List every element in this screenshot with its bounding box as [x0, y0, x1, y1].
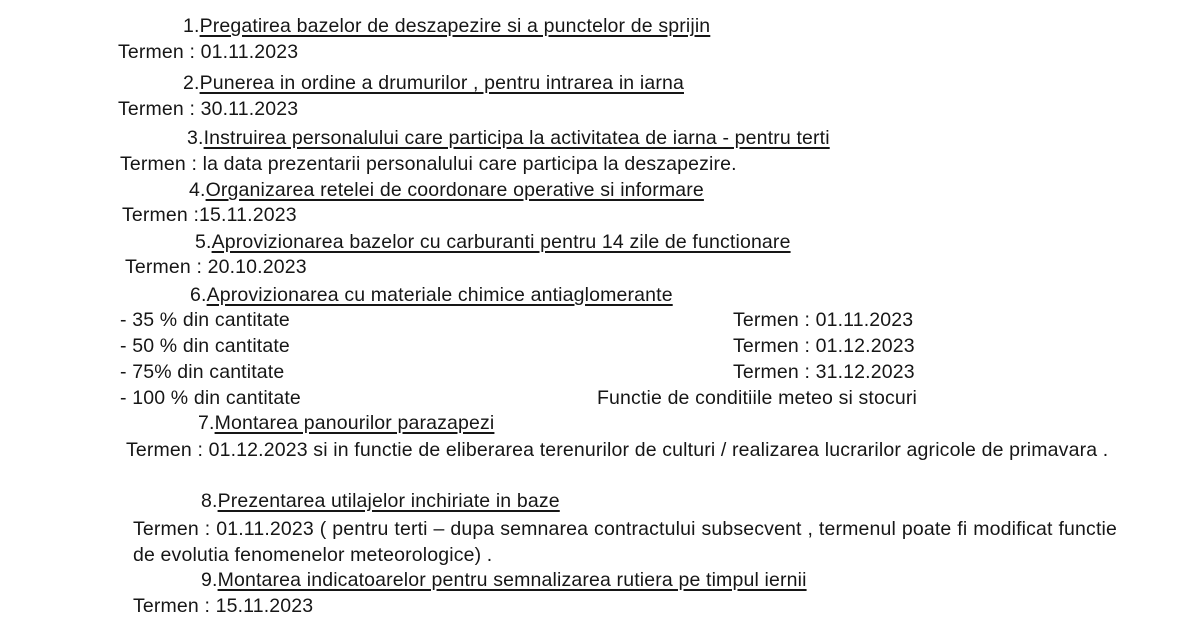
section-title: Organizarea retelei de coordonare operative si informare [205, 179, 704, 201]
section-title: Punerea in ordine a drumurilor , pentru intrarea in iarna [199, 72, 684, 94]
section-title: Prezentarea utilajelor inchiriate in baze [217, 490, 560, 512]
section-number: 7. [198, 412, 215, 434]
section-number: 9. [201, 569, 218, 591]
section-8-deadline: Termen : 01.11.2023 ( pentru terti – dupa semnarea contractului subsecvent , termenul poate fi modificat functie de evolutia fenomenelor meteorologice) . [133, 518, 1117, 566]
section-7-heading [198, 412, 494, 434]
section-title: Instruirea personalului care participa la activitatea de iarna - pentru terti [203, 127, 830, 149]
section-number: 8. [201, 490, 218, 512]
section-title: Montarea indicatoarelor pentru semnalizarea rutiera pe timpul iernii [217, 569, 807, 591]
section-3-deadline: Termen : la data prezentarii personalului care participa la deszapezire. [120, 153, 737, 175]
section-9-heading [201, 569, 807, 591]
section-title: Montarea panourilor parazapezi [214, 412, 495, 434]
section-number: 1. [183, 15, 200, 37]
section-number: 2. [183, 72, 200, 94]
chemical-quantity: - 75% din cantitate [120, 361, 285, 383]
section-3-heading [187, 127, 830, 149]
chemical-quantity: - 100 % din cantitate [120, 387, 301, 409]
section-2-deadline: Termen : 30.11.2023 [118, 98, 299, 120]
section-title: Aprovizionarea bazelor cu carburanti pentru 14 zile de functionare [211, 231, 791, 253]
section-1-deadline: Termen : 01.11.2023 [118, 41, 299, 63]
section-title: Aprovizionarea cu materiale chimice antiaglomerante [206, 284, 673, 306]
section-number: 4. [189, 179, 206, 201]
chemical-deadline: Termen : 01.11.2023 [733, 309, 914, 331]
section-number: 6. [190, 284, 207, 306]
chemical-quantity: - 35 % din cantitate [120, 309, 290, 331]
section-1-heading [183, 15, 710, 37]
section-number: 3. [187, 127, 204, 149]
section-2-heading [183, 72, 684, 94]
section-number: 5. [195, 231, 212, 253]
chemical-deadline: Termen : 01.12.2023 [733, 335, 915, 357]
section-6-heading [190, 284, 673, 306]
section-9-deadline: Termen : 15.11.2023 [133, 595, 314, 617]
section-4-heading [189, 179, 704, 201]
chemical-deadline: Termen : 31.12.2023 [733, 361, 915, 383]
section-7-deadline: Termen : 01.12.2023 si in functie de eliberarea terenurilor de culturi / realizarea lucrarilor agricole de primavara . [126, 439, 1109, 461]
section-5-heading [195, 231, 791, 253]
chemical-deadline: Functie de conditiile meteo si stocuri [597, 387, 918, 409]
section-5-deadline: Termen : 20.10.2023 [125, 256, 307, 278]
chemical-quantity: - 50 % din cantitate [120, 335, 290, 357]
section-8-heading [201, 490, 560, 512]
section-4-deadline: Termen :15.11.2023 [122, 204, 297, 226]
section-title: Pregatirea bazelor de deszapezire si a punctelor de sprijin [199, 15, 711, 37]
